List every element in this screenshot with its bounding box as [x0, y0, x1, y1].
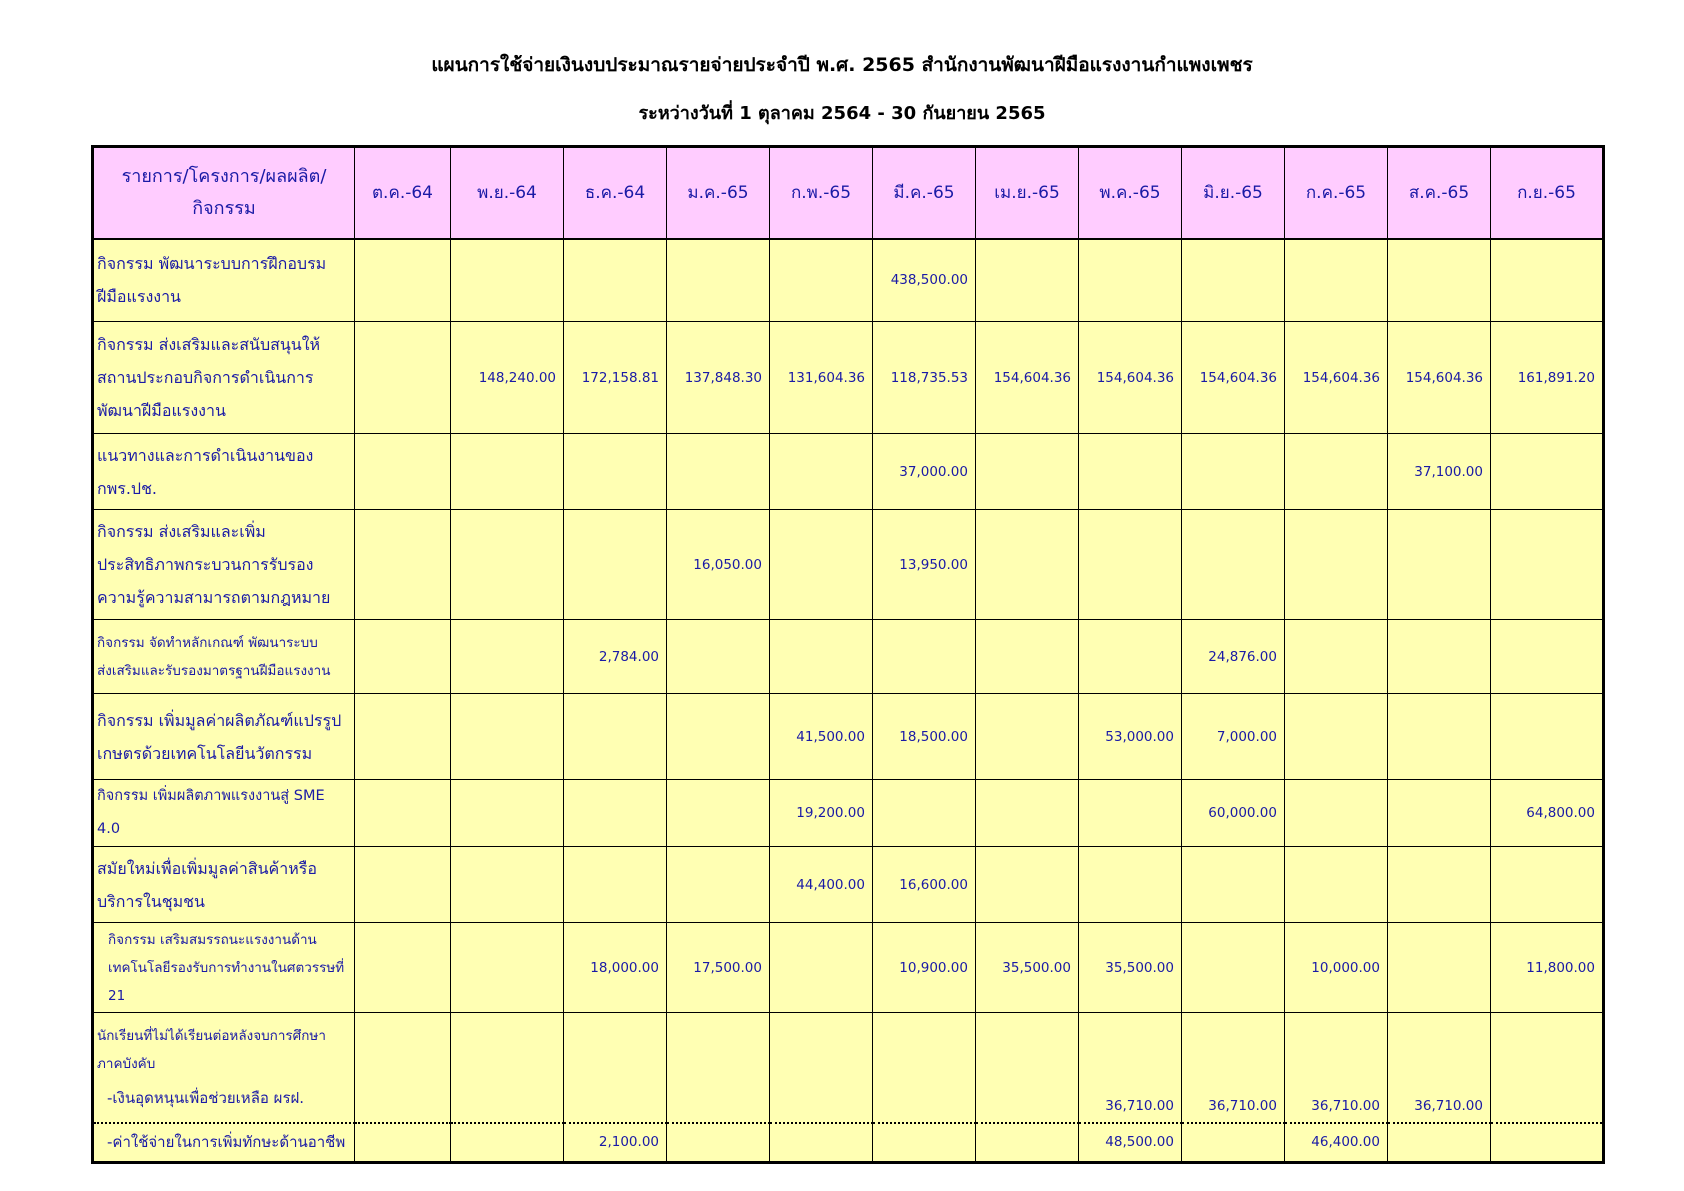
month-header: ก.พ.-65	[770, 147, 873, 239]
budget-cell	[355, 923, 451, 1013]
table-row	[93, 780, 1604, 847]
month-header: เม.ย.-65	[976, 147, 1079, 239]
budget-cell: 24,876.00	[1182, 620, 1285, 694]
budget-cell: 7,000.00	[1182, 694, 1285, 780]
page-title: แผนการใช้จ่ายเงินงบประมาณรายจ่ายประจำปี พ.ศ. 2565 สำนักงานพัฒนาฝีมือแรงงานกำแพงเพชร	[431, 54, 1253, 76]
budget-cell	[564, 434, 667, 510]
budget-cell	[355, 1123, 451, 1163]
budget-cell: 118,735.53	[873, 322, 976, 434]
budget-cell	[355, 322, 451, 434]
budget-cell	[451, 780, 564, 847]
budget-cell	[564, 847, 667, 923]
budget-cell: 60,000.00	[1182, 780, 1285, 847]
budget-cell	[1388, 923, 1491, 1013]
table-row	[93, 1123, 1604, 1163]
budget-cell	[873, 1013, 976, 1123]
budget-cell	[976, 1013, 1079, 1123]
budget-cell	[770, 510, 873, 620]
budget-cell	[667, 434, 770, 510]
budget-cell: 36,710.00	[1079, 1013, 1182, 1123]
budget-cell	[451, 847, 564, 923]
budget-cell	[1285, 694, 1388, 780]
budget-cell	[1491, 434, 1604, 510]
budget-cell: 46,400.00	[1285, 1123, 1388, 1163]
budget-cell	[1491, 239, 1604, 322]
budget-cell	[770, 1013, 873, 1123]
budget-cell	[1285, 510, 1388, 620]
budget-cell: 11,800.00	[1491, 923, 1604, 1013]
budget-cell	[1285, 847, 1388, 923]
budget-cell: 161,891.20	[1491, 322, 1604, 434]
budget-cell	[355, 239, 451, 322]
page-subtitle: ระหว่างวันที่ 1 ตุลาคม 2564 - 30 กันยายน 2565	[638, 103, 1046, 124]
budget-cell	[1491, 620, 1604, 694]
budget-cell: 16,600.00	[873, 847, 976, 923]
budget-cell	[1079, 434, 1182, 510]
table-row	[93, 694, 1604, 780]
budget-cell	[1285, 434, 1388, 510]
budget-cell	[451, 1013, 564, 1123]
activity-cell: กิจกรรม เพิ่มผลิตภาพแรงงานสู่ SME 4.0	[93, 780, 355, 847]
budget-cell	[1079, 847, 1182, 923]
budget-cell	[1388, 239, 1491, 322]
budget-cell	[1079, 780, 1182, 847]
month-header: ต.ค.-64	[355, 147, 451, 239]
budget-cell	[355, 847, 451, 923]
budget-cell	[873, 620, 976, 694]
budget-cell	[1285, 780, 1388, 847]
month-header: ม.ค.-65	[667, 147, 770, 239]
activity-cell: กิจกรรม จัดทำหลักเกณฑ์ พัฒนาระบบ ส่งเสริมและรับรองมาตรฐานฝีมือแรงงาน	[93, 620, 355, 694]
budget-cell: 131,604.36	[770, 322, 873, 434]
budget-cell: 10,900.00	[873, 923, 976, 1013]
month-header: ธ.ค.-64	[564, 147, 667, 239]
month-header: พ.ย.-64	[451, 147, 564, 239]
budget-cell	[976, 1123, 1079, 1163]
budget-cell	[1182, 510, 1285, 620]
month-header: พ.ค.-65	[1079, 147, 1182, 239]
budget-cell: 17,500.00	[667, 923, 770, 1013]
budget-cell	[770, 620, 873, 694]
budget-cell: 36,710.00	[1285, 1013, 1388, 1123]
table-row	[93, 847, 1604, 923]
activity-cell: -ค่าใช้จ่ายในการเพิ่มทักษะด้านอาชีพ	[93, 1123, 355, 1163]
budget-cell	[976, 847, 1079, 923]
activity-cell: สมัยใหม่เพื่อเพิ่มมูลค่าสินค้าหรือ บริการในชุมชน	[93, 847, 355, 923]
budget-cell	[976, 510, 1079, 620]
budget-cell	[451, 434, 564, 510]
budget-cell	[1388, 780, 1491, 847]
budget-cell: 2,100.00	[564, 1123, 667, 1163]
budget-cell	[976, 780, 1079, 847]
budget-cell	[976, 620, 1079, 694]
table-row	[93, 1013, 1604, 1123]
budget-cell	[1388, 847, 1491, 923]
activity-cell: กิจกรรม เสริมสมรรถนะแรงงานด้าน เทคโนโลยีรองรับการทำงานในศตวรรษที่ 21	[93, 923, 355, 1013]
budget-cell: 18,500.00	[873, 694, 976, 780]
activity-cell: กิจกรรม ส่งเสริมและเพิ่ม ประสิทธิภาพกระบวนการรับรอง ความรู้ความสามารถตามกฎหมาย	[93, 510, 355, 620]
budget-cell	[564, 780, 667, 847]
budget-cell	[667, 780, 770, 847]
activity-cell: กิจกรรม เพิ่มมูลค่าผลิตภัณฑ์แปรรูป เกษตรด้วยเทคโนโลยีนวัตกรรม	[93, 694, 355, 780]
budget-cell	[451, 510, 564, 620]
budget-cell	[1388, 1123, 1491, 1163]
budget-cell	[873, 1123, 976, 1163]
budget-cell	[451, 239, 564, 322]
budget-cell: 172,158.81	[564, 322, 667, 434]
activity-column-header: รายการ/โครงการ/ผลผลิต/ กิจกรรม	[93, 147, 355, 239]
budget-cell	[451, 1123, 564, 1163]
table-row	[93, 510, 1604, 620]
budget-cell	[667, 239, 770, 322]
budget-cell: 37,000.00	[873, 434, 976, 510]
budget-cell	[976, 694, 1079, 780]
table-row	[93, 434, 1604, 510]
budget-cell: 137,848.30	[667, 322, 770, 434]
activity-cell: กิจกรรม พัฒนาระบบการฝึกอบรม ฝีมือแรงงาน	[93, 239, 355, 322]
activity-cell: แนวทางและการดำเนินงานของ กพร.ปช.	[93, 434, 355, 510]
budget-cell	[667, 1013, 770, 1123]
budget-cell	[1079, 620, 1182, 694]
budget-cell	[355, 620, 451, 694]
table-row	[93, 239, 1604, 322]
budget-cell	[976, 239, 1079, 322]
budget-cell	[564, 239, 667, 322]
month-header: ส.ค.-65	[1388, 147, 1491, 239]
budget-cell: 2,784.00	[564, 620, 667, 694]
budget-cell	[1079, 239, 1182, 322]
budget-cell: 41,500.00	[770, 694, 873, 780]
budget-cell	[564, 694, 667, 780]
budget-cell: 154,604.36	[976, 322, 1079, 434]
budget-cell	[355, 780, 451, 847]
budget-cell	[1388, 510, 1491, 620]
budget-cell: 19,200.00	[770, 780, 873, 847]
budget-cell: 36,710.00	[1182, 1013, 1285, 1123]
budget-cell	[1491, 847, 1604, 923]
month-header: มิ.ย.-65	[1182, 147, 1285, 239]
budget-cell	[1079, 510, 1182, 620]
budget-cell	[770, 923, 873, 1013]
budget-cell: 154,604.36	[1182, 322, 1285, 434]
budget-cell	[976, 434, 1079, 510]
budget-cell	[1388, 620, 1491, 694]
budget-cell: 16,050.00	[667, 510, 770, 620]
budget-cell	[451, 694, 564, 780]
budget-cell: 53,000.00	[1079, 694, 1182, 780]
budget-cell	[1491, 1123, 1604, 1163]
budget-cell	[1491, 510, 1604, 620]
budget-cell: 13,950.00	[873, 510, 976, 620]
budget-cell	[770, 434, 873, 510]
budget-cell: 148,240.00	[451, 322, 564, 434]
budget-cell: 37,100.00	[1388, 434, 1491, 510]
budget-cell	[355, 510, 451, 620]
budget-cell	[1388, 694, 1491, 780]
budget-cell	[564, 510, 667, 620]
budget-cell: 48,500.00	[1079, 1123, 1182, 1163]
budget-cell	[873, 780, 976, 847]
budget-cell	[1491, 1013, 1604, 1123]
budget-cell: 154,604.36	[1285, 322, 1388, 434]
month-header: ก.ย.-65	[1491, 147, 1604, 239]
budget-cell	[451, 620, 564, 694]
budget-cell	[1182, 239, 1285, 322]
table-row	[93, 620, 1604, 694]
budget-cell	[1182, 847, 1285, 923]
table-row	[93, 322, 1604, 434]
activity-cell: นักเรียนที่ไม่ได้เรียนต่อหลังจบการศึกษา ภาคบังคับ -เงินอุดหนุนเพื่อช่วยเหลือ ผรฝ.	[93, 1013, 355, 1123]
budget-cell: 154,604.36	[1079, 322, 1182, 434]
budget-cell	[667, 847, 770, 923]
budget-cell	[667, 1123, 770, 1163]
budget-cell	[355, 434, 451, 510]
budget-cell	[1285, 620, 1388, 694]
budget-cell	[355, 694, 451, 780]
budget-cell: 44,400.00	[770, 847, 873, 923]
budget-cell	[451, 923, 564, 1013]
budget-cell: 18,000.00	[564, 923, 667, 1013]
budget-cell	[1182, 923, 1285, 1013]
budget-cell	[770, 239, 873, 322]
activity-cell: กิจกรรม ส่งเสริมและสนับสนุนให้ สถานประกอบกิจการดำเนินการ พัฒนาฝีมือแรงงาน	[93, 322, 355, 434]
budget-cell	[1182, 1123, 1285, 1163]
budget-cell	[1182, 434, 1285, 510]
budget-cell: 35,500.00	[1079, 923, 1182, 1013]
month-header: ก.ค.-65	[1285, 147, 1388, 239]
month-header: มี.ค.-65	[873, 147, 976, 239]
budget-cell	[1285, 239, 1388, 322]
budget-cell: 36,710.00	[1388, 1013, 1491, 1123]
budget-cell	[770, 1123, 873, 1163]
budget-plan-table	[91, 145, 1605, 1164]
budget-cell	[355, 1013, 451, 1123]
budget-cell	[667, 694, 770, 780]
budget-cell	[1491, 694, 1604, 780]
table-row	[93, 923, 1604, 1013]
budget-cell: 438,500.00	[873, 239, 976, 322]
budget-cell	[667, 620, 770, 694]
budget-cell: 154,604.36	[1388, 322, 1491, 434]
budget-cell: 64,800.00	[1491, 780, 1604, 847]
budget-cell	[564, 1013, 667, 1123]
budget-cell: 35,500.00	[976, 923, 1079, 1013]
budget-cell: 10,000.00	[1285, 923, 1388, 1013]
table-header-row	[93, 147, 1604, 239]
